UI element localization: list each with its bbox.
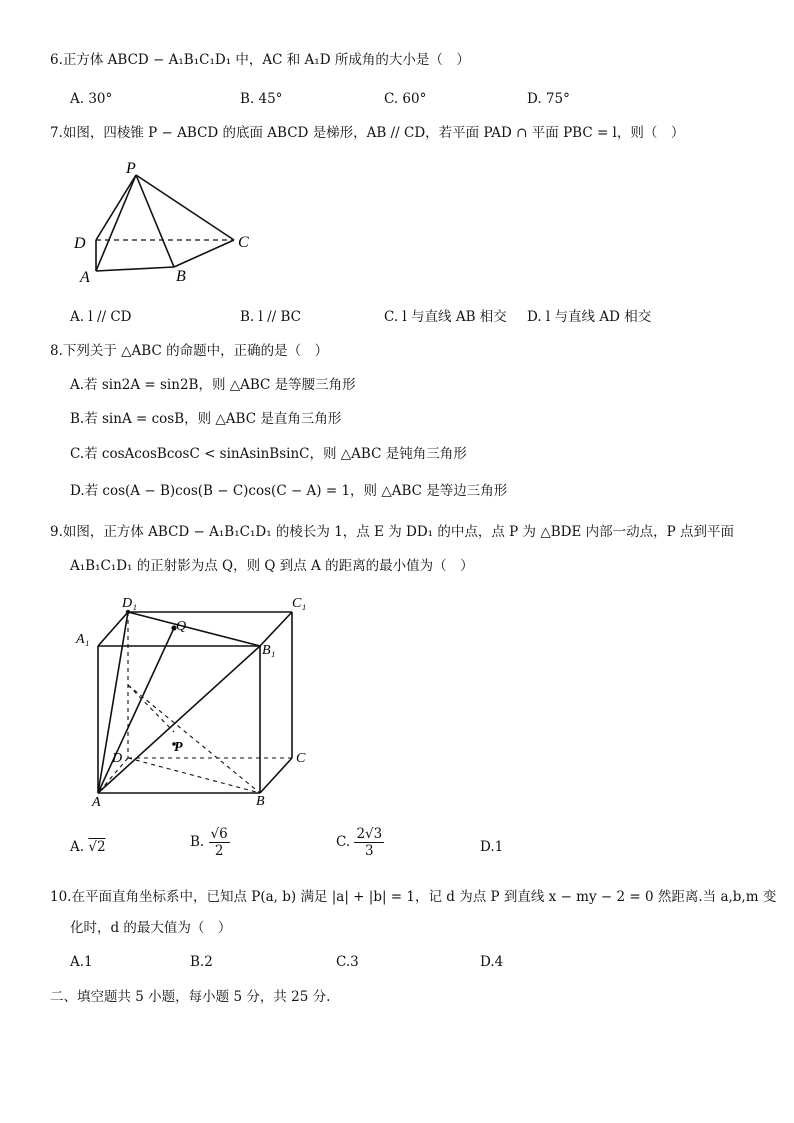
q9-label-c: C — [296, 751, 306, 766]
q7-stem: 7.如图，四棱锥 P − ABCD 的底面 ABCD 是梯形，AB // CD，若平面 PAD ∩ 平面 PBC = l，则（ ） — [50, 125, 685, 141]
q7-option-b: B. l // BC — [240, 309, 302, 325]
q8-option-b: B.若 sinA = cosB，则 △ABC 是直角三角形 — [70, 411, 342, 427]
q8-stem: 8.下列关于 △ABC 的命题中，正确的是（ ） — [50, 343, 329, 359]
q9-option-d: D.1 — [480, 839, 504, 855]
q9-stem-line1: 9.如图，正方体 ABCD − A₁B₁C₁D₁ 的棱长为 1，点 E 为 DD₁ 的中点，点 P 为 △BDE 内部一动点，P 点到平面 — [50, 524, 734, 540]
q7-label-b: B — [176, 268, 186, 285]
q7-label-c: C — [238, 234, 249, 251]
q6-option-b: B. 45° — [240, 91, 283, 107]
q9-label-a1: A₁ — [76, 632, 90, 647]
q9-label-c1: C₁ — [292, 596, 307, 611]
q9-option-a-prefix: A. — [70, 839, 85, 855]
q9-option-c-prefix: C. — [336, 834, 351, 850]
q7-label-d: D — [74, 235, 86, 252]
q9-cube-figure — [70, 592, 330, 812]
q9-label-b: B — [256, 794, 265, 809]
q9-option-c-numerator: 2√3 — [356, 826, 383, 842]
q10-stem-line2: 化时，d 的最大值为（ ） — [70, 920, 232, 936]
q10-stem-line1: 10.在平面直角坐标系中，已知点 P(a, b) 满足 |a| + |b| = 1，记 d 为点 P 到直线 x − my − 2 = 0 然距离.当 a,b,m 变 — [50, 889, 777, 905]
q9-label-a: A — [92, 795, 101, 810]
q8-option-a: A.若 sin2A = sin2B，则 △ABC 是等腰三角形 — [70, 377, 356, 393]
q9-option-b-prefix: B. — [190, 834, 205, 850]
q9-option-c-denominator: 3 — [365, 843, 374, 859]
q8-option-c: C.若 cosAcosBcosC < sinAsinBsinC，则 △ABC 是钝角三角形 — [70, 446, 467, 462]
q9-option-c-fraction — [354, 826, 384, 859]
q7-label-a: A — [80, 269, 90, 286]
q9-label-q: Q — [176, 619, 187, 634]
q9-option-b-numerator: √6 — [210, 826, 228, 842]
q9-stem-line2: A₁B₁C₁D₁ 的正射影为点 Q，则 Q 到点 A 的距离的最小值为（ ） — [70, 558, 474, 574]
q7-label-p: P — [126, 160, 136, 177]
q9-option-c — [336, 826, 384, 859]
q10-option-b: B.2 — [190, 954, 213, 970]
q6-stem: 6.正方体 ABCD − A₁B₁C₁D₁ 中，AC 和 A₁D 所成角的大小是（ ） — [50, 52, 470, 68]
section-2-heading: 二、填空题共 5 小题，每小题 5 分，共 25 分. — [50, 989, 331, 1005]
q9-label-p: P — [174, 740, 183, 755]
q9-label-d: D — [112, 751, 123, 766]
q6-option-c: C. 60° — [384, 91, 427, 107]
q9-option-b-denominator: 2 — [214, 843, 224, 859]
q9-label-d1: D₁ — [122, 596, 137, 611]
q9-label-b1: B₁ — [262, 643, 276, 658]
q7-pyramid-figure — [70, 152, 270, 292]
q9-option-b — [190, 826, 230, 859]
q7-option-c: C. l 与直线 AB 相交 — [384, 309, 507, 325]
q8-option-d: D.若 cos(A − B)cos(B − C)cos(C − A) = 1，则 △ABC 是等边三角形 — [70, 483, 508, 499]
q10-option-c: C.3 — [336, 954, 359, 970]
q6-option-a: A. 30° — [70, 91, 113, 107]
q9-option-b-fraction — [209, 826, 230, 859]
q7-option-d: D. l 与直线 AD 相交 — [527, 309, 652, 325]
q7-option-a: A. l // CD — [70, 309, 132, 325]
q10-option-a: A.1 — [70, 954, 93, 970]
q6-option-d: D. 75° — [527, 91, 570, 107]
q10-option-d: D.4 — [480, 954, 504, 970]
q9-option-a — [70, 837, 106, 857]
q9-option-a-value: √2 — [88, 839, 106, 855]
